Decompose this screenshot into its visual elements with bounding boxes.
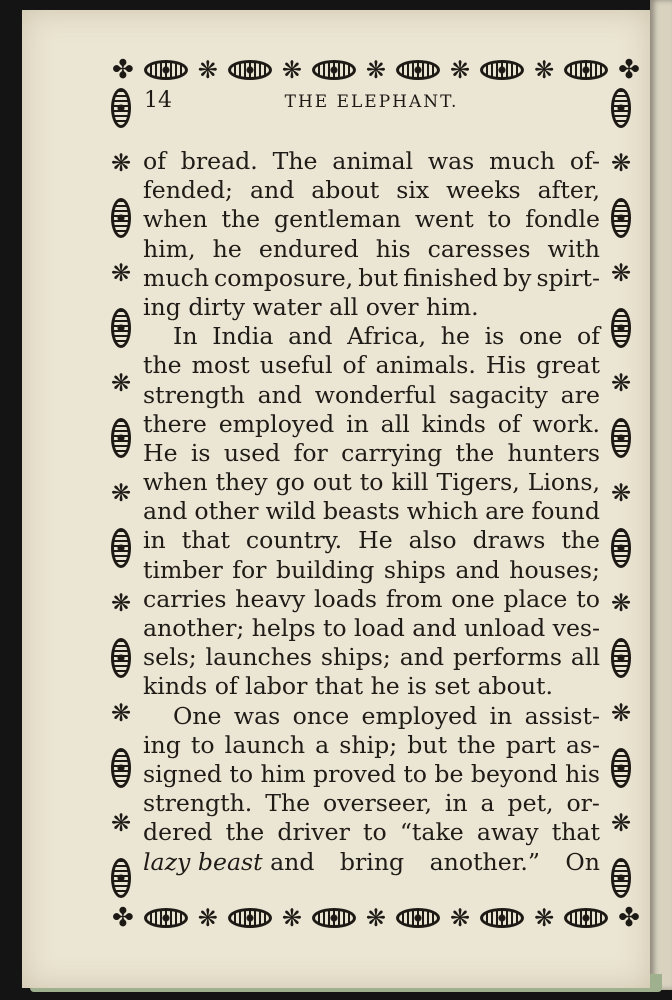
text-line: when they go out to kill Tigers, Lions, — [143, 468, 600, 497]
flower-ornament-icon: ❋ — [110, 259, 132, 287]
oval-ornament-icon — [564, 60, 608, 80]
corner-ornament-icon: ✤ — [112, 903, 134, 933]
oval-ornament-icon — [111, 308, 131, 348]
text-line-last — [143, 848, 600, 877]
flower-ornament-icon: ❋ — [197, 904, 218, 932]
oval-ornament-icon — [396, 60, 440, 80]
text-lines — [143, 147, 600, 848]
text-line: strength. The overseer, in a pet, or- — [143, 789, 600, 818]
flower-ornament-icon: ❋ — [197, 56, 218, 84]
oval-ornament-icon — [396, 908, 440, 928]
flower-ornament-icon: ❋ — [110, 699, 132, 727]
flower-ornament-icon: ❋ — [365, 56, 387, 84]
adjacent-page-edge — [650, 0, 672, 990]
flower-ornament-icon: ❋ — [110, 149, 132, 177]
oval-ornament-icon — [611, 308, 631, 348]
oval-ornament-icon — [611, 528, 631, 568]
corner-ornament-icon: ✤ — [618, 55, 640, 85]
text-line: there employed in all kinds of work. — [143, 409, 600, 438]
oval-ornament-icon — [111, 418, 131, 458]
text-line: He is used for carrying the hunters — [143, 438, 600, 467]
oval-ornament-icon — [111, 88, 131, 128]
flower-ornament-icon: ❋ — [534, 904, 555, 932]
text-line: the most useful of animals. His great — [143, 351, 600, 380]
text-line: ing dirty water all over him. — [143, 292, 479, 321]
oval-ornament-icon — [228, 60, 272, 80]
oval-ornament-icon — [144, 908, 188, 928]
top-ornamental-border — [112, 55, 640, 85]
oval-ornament-icon — [312, 908, 356, 928]
text-line: of bread. The animal was much of- — [143, 147, 600, 175]
corner-ornament-icon: ✤ — [618, 903, 640, 933]
oval-ornament-icon — [111, 858, 131, 898]
oval-ornament-icon — [611, 858, 631, 898]
text-line: dered the driver to “take away that — [143, 818, 600, 847]
text-line: sels; launches ships; and performs all — [143, 643, 600, 672]
flower-ornament-icon: ❋ — [281, 904, 302, 932]
text-line: carries heavy loads from one place to — [143, 584, 600, 613]
right-ornamental-border — [604, 88, 638, 898]
oval-ornament-icon — [611, 88, 631, 128]
flower-ornament-icon: ❋ — [110, 479, 132, 507]
italic-phrase: lazy beast — [143, 847, 263, 876]
oval-ornament-icon — [611, 418, 631, 458]
flower-ornament-icon: ❋ — [610, 699, 632, 727]
text-line: In India and Africa, he is one of — [173, 322, 600, 351]
bottom-ornamental-border — [112, 903, 640, 933]
oval-ornament-icon — [228, 908, 272, 928]
corner-ornament-icon: ✤ — [112, 55, 134, 85]
text-line: another; helps to load and unload ves- — [143, 614, 600, 642]
text-line: kinds of labor that he is set about. — [143, 672, 554, 701]
flower-ornament-icon: ❋ — [450, 904, 471, 932]
flower-ornament-icon: ❋ — [281, 56, 302, 84]
flower-ornament-icon: ❋ — [110, 369, 132, 397]
flower-ornament-icon: ❋ — [610, 479, 632, 507]
oval-ornament-icon — [564, 908, 608, 928]
flower-ornament-icon: ❋ — [610, 589, 632, 617]
text-line: him, he endured his caresses with — [143, 234, 600, 263]
oval-ornament-icon — [611, 638, 631, 678]
flower-ornament-icon: ❋ — [110, 589, 132, 617]
text-line: when the gentleman went to fondle — [143, 205, 600, 234]
flower-ornament-icon: ❋ — [450, 56, 471, 84]
text-line: signed to him proved to be beyond his — [143, 759, 600, 788]
flower-ornament-icon: ❋ — [610, 259, 632, 287]
oval-ornament-icon — [144, 60, 188, 80]
flower-ornament-icon: ❋ — [610, 809, 632, 837]
text-line: ing to launch a ship; but the part as- — [143, 730, 600, 759]
oval-ornament-icon — [480, 60, 524, 80]
text-line: timber for building ships and houses; — [143, 555, 600, 584]
text-line: and other wild beasts which are found — [143, 497, 600, 526]
oval-ornament-icon — [611, 198, 631, 238]
running-header — [144, 88, 599, 118]
text-line: much composure, but finished by spirt- — [143, 263, 600, 292]
left-ornamental-border — [104, 88, 138, 898]
oval-ornament-icon — [111, 748, 131, 788]
text-line: One was once employed in assist- — [173, 701, 600, 730]
running-title: THE ELEPHANT. — [284, 92, 459, 112]
text-line: fended; and about six weeks after, — [143, 176, 600, 205]
oval-ornament-icon — [111, 528, 131, 568]
flower-ornament-icon: ❋ — [365, 904, 387, 932]
text-line: in that country. He also draws the — [143, 526, 600, 555]
flower-ornament-icon: ❋ — [534, 56, 555, 84]
oval-ornament-icon — [312, 60, 356, 80]
oval-ornament-icon — [611, 748, 631, 788]
oval-ornament-icon — [111, 638, 131, 678]
flower-ornament-icon: ❋ — [610, 369, 632, 397]
flower-ornament-icon: ❋ — [610, 149, 632, 177]
flower-ornament-icon: ❋ — [110, 809, 132, 837]
oval-ornament-icon — [111, 198, 131, 238]
oval-ornament-icon — [480, 908, 524, 928]
text-line: strength and wonderful sagacity are — [143, 380, 600, 409]
page-number: 14 — [144, 88, 172, 113]
last-line-rest: and bring another.” On — [270, 847, 600, 876]
body-text — [143, 147, 600, 877]
